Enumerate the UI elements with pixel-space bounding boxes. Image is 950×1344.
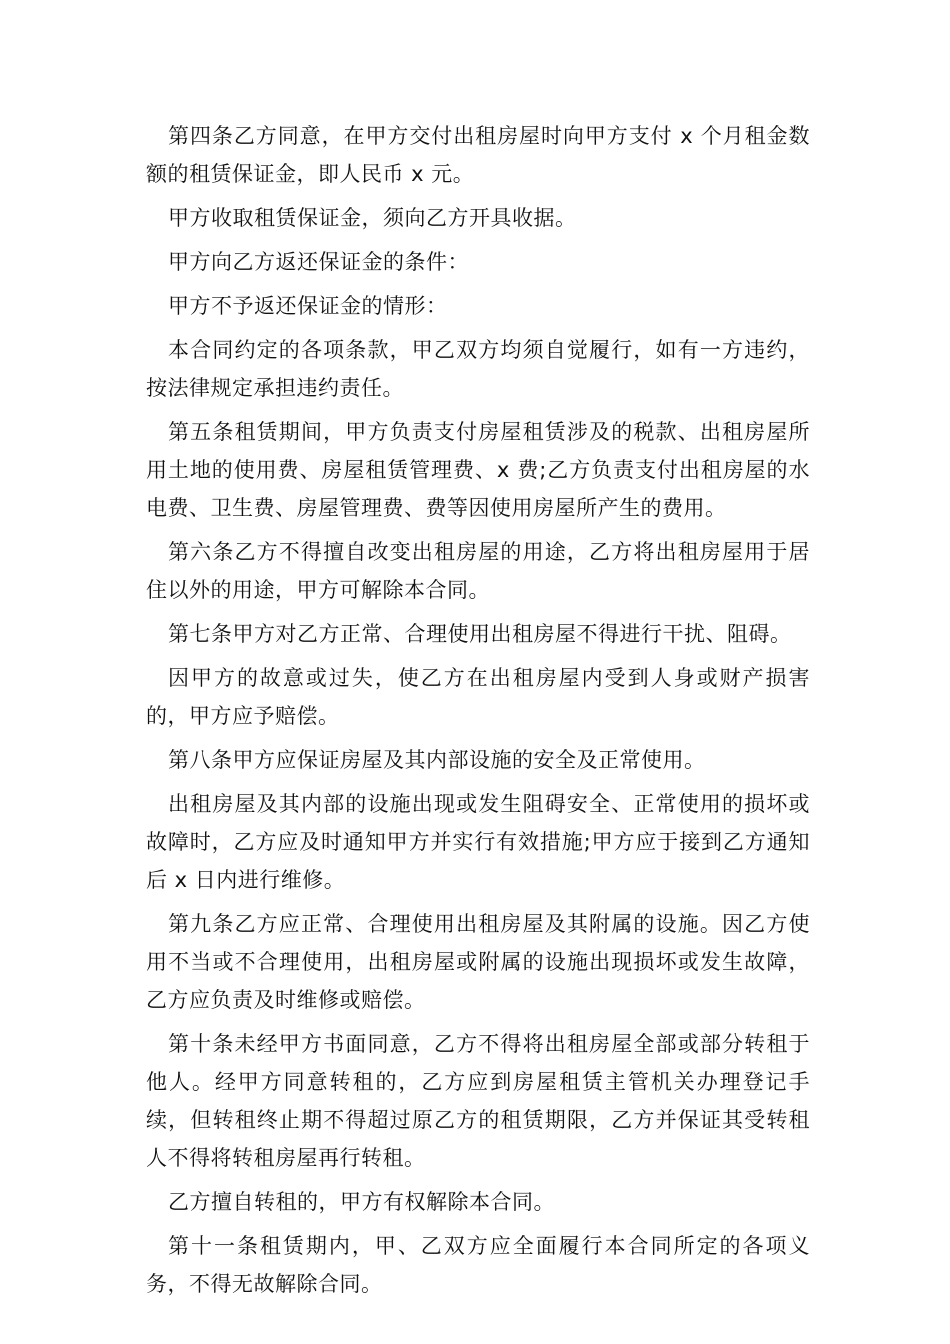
paragraph-article-8: 第八条甲方应保证房屋及其内部设施的安全及正常使用。	[168, 748, 706, 772]
paragraph-article-11: 第十一条租赁期内，甲、乙双方应全面履行本合同所定的各项义务，不得无故解除合同。	[146, 1234, 810, 1296]
paragraph-article-6: 第六条乙方不得擅自改变出租房屋的用途，乙方将出租房屋用于居住以外的用途，甲方可解除本合同。	[146, 540, 810, 602]
paragraph-article-9: 第九条乙方应正常、合理使用出租房屋及其附属的设施。因乙方使用不当或不合理使用，出租房屋或附属的设施出现损坏或发生故障，乙方应负责及时维修或赔偿。	[146, 912, 810, 1012]
paragraph-article-7: 第七条甲方对乙方正常、合理使用出租房屋不得进行干扰、阻碍。	[168, 622, 792, 646]
document-body	[146, 117, 810, 1309]
paragraph-article-4: 第四条乙方同意，在甲方交付出租房屋时向甲方支付 x 个月租金数额的租赁保证金，即人民币 x 元。	[146, 124, 810, 186]
paragraph-repair-notice: 出租房屋及其内部的设施出现或发生阻碍安全、正常使用的损坏或故障时，乙方应及时通知甲方并实行有效措施;甲方应于接到乙方通知后 x 日内进行维修。	[146, 792, 810, 892]
paragraph-deposit-receipt: 甲方收取租赁保证金，须向乙方开具收据。	[168, 206, 577, 230]
paragraph-article-10: 第十条未经甲方书面同意，乙方不得将出租房屋全部或部分转租于他人。经甲方同意转租的，乙方应到房屋租赁主管机关办理登记手续，但转租终止期不得超过原乙方的租赁期限，乙方并保证其受转租人不得将转租房屋再行转租。	[146, 1032, 810, 1170]
paragraph-article-5: 第五条租赁期间，甲方负责支付房屋租赁涉及的税款、出租房屋所用土地的使用费、房屋租赁管理费、x 费;乙方负责支付出租房屋的水电费、卫生费、房屋管理费、费等因使用房屋所产生的费用。	[146, 420, 810, 520]
paragraph-unauthorized-sublet: 乙方擅自转租的，甲方有权解除本合同。	[168, 1190, 555, 1214]
paragraph-damage-compensation: 因甲方的故意或过失，使乙方在出租房屋内受到人身或财产损害的，甲方应予赔偿。	[146, 666, 810, 728]
paragraph-breach-liability: 本合同约定的各项条款，甲乙双方均须自觉履行，如有一方违约，按法律规定承担违约责任。	[146, 338, 810, 400]
paragraph-non-return-cases: 甲方不予返还保证金的情形：	[168, 294, 448, 318]
paragraph-return-conditions: 甲方向乙方返还保证金的条件：	[168, 250, 469, 274]
